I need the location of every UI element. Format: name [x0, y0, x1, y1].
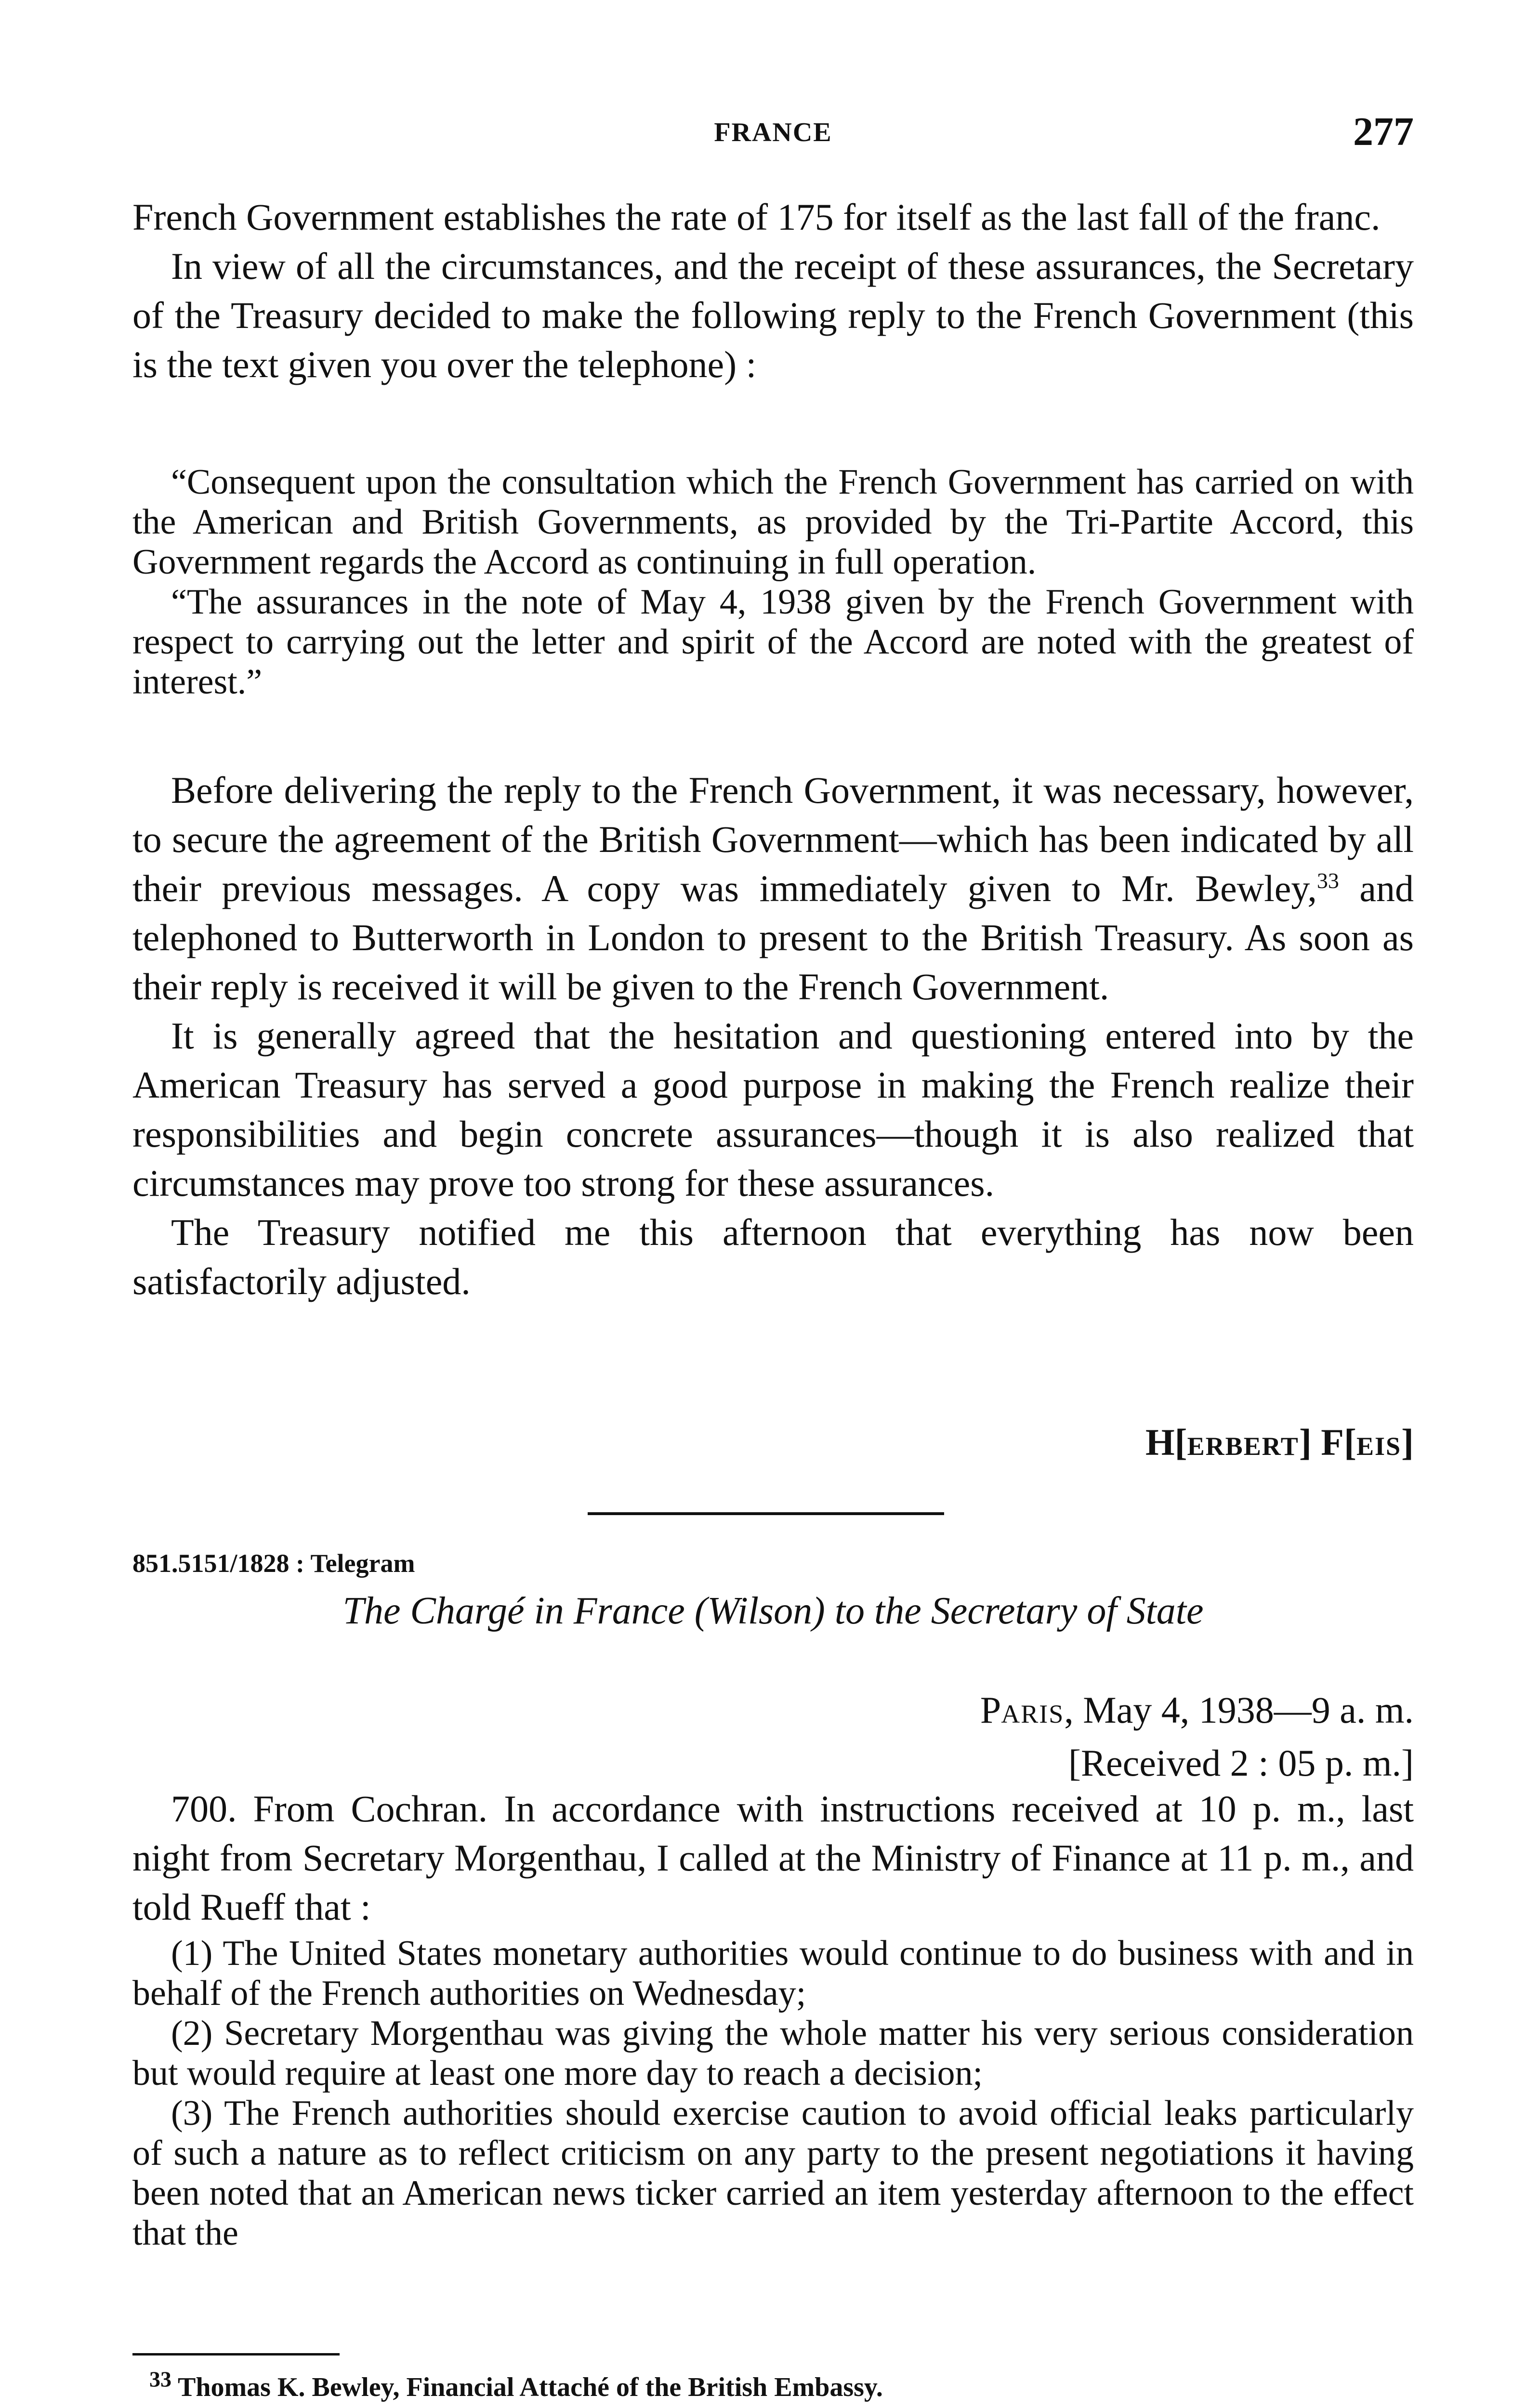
- page-number: 277: [1353, 109, 1414, 154]
- received-time: [Received 2 : 05 p. m.]: [1068, 1742, 1414, 1784]
- paragraph-circumstances: In view of all the circumstances, and the receipt of these assurances, the Secretary of the Treasury decided to make the following reply to the French Government (this is the text given you over the telephone) :: [132, 245, 1414, 385]
- paragraph-text: Before delivering the reply to the French Government, it was necessary, however, to secure the agreement of the British Government—which has been indicated by all their previous messages. A copy was immediately given to Mr. Bewley,: [132, 769, 1414, 909]
- list-item: (1) The United States monetary authorities would continue to do business with and in behalf of the French authorities on Wednesday;: [132, 1934, 1414, 2013]
- quote-paragraph-2: “The assurances in the note of May 4, 1938 given by the French Government with respect to carrying out the letter and spirit of the Accord are noted with the greatest of interest.”: [132, 582, 1414, 702]
- file-reference: 851.5151/1828 : Telegram: [132, 1549, 415, 1578]
- section-divider: [588, 1512, 944, 1515]
- footnote-marker: 33: [149, 2367, 171, 2392]
- body-section-1: [132, 193, 1414, 389]
- list-item: (3) The French authorities should exercise caution to avoid official leaks particularly of such a nature as to reflect criticism on any party to the present negotiations it having been noted that an American news ticker carried an item yesterday afternoon to the effect that the: [132, 2094, 1414, 2253]
- list-item: (2) Secretary Morgenthau was giving the whole matter his very serious consideration but would require at least one more day to reach a decision;: [132, 2014, 1414, 2093]
- running-head: FRANCE: [714, 118, 832, 147]
- page-header: [132, 108, 1414, 161]
- dateline: [836, 1686, 1414, 1788]
- footnote-divider: [132, 2353, 340, 2356]
- footnote-text: Thomas K. Bewley, Financial Attaché of the British Embassy.: [171, 2372, 883, 2402]
- signature-herbert-feis: H[ERBERT] F[EIS]: [1145, 1421, 1414, 1463]
- paragraph-continuation: French Government establishes the rate of 175 for itself as the last fall of the franc.: [132, 196, 1381, 238]
- document-title: The Chargé in France (Wilson) to the Secretary of State: [342, 1590, 1204, 1632]
- place-date: PARIS, May 4, 1938—9 a. m.: [980, 1689, 1414, 1731]
- paragraph-british-agreement: [132, 766, 1414, 1011]
- telegram-paragraph: 700. From Cochran. In accordance with instructions received at 10 p. m., last night from Secretary Morgenthau, I called at the Ministry of Finance at 11 p. m., and told Rueff that :: [132, 1788, 1414, 1928]
- paragraph-text: and telephoned to Butterworth in London to present to the British Treasury. As soon as their reply is received it will be given to the French Government.: [132, 867, 1414, 1008]
- footnote: [149, 2367, 883, 2403]
- footnote-reference: 33: [1316, 868, 1339, 893]
- quote-paragraph-1: “Consequent upon the consultation which the French Government has carried on with the American and British Governments, as provided by the Tri-Partite Accord, this Government regards the Accord as continuing in full operation.: [132, 462, 1414, 582]
- paragraph-treasury-notified: The Treasury notified me this afternoon that everything has now been satisfactorily adjusted.: [132, 1211, 1414, 1302]
- body-section-2: [132, 766, 1414, 1306]
- paragraph-hesitation: It is generally agreed that the hesitation and questioning entered into by the American Treasury has served a good purpose in making the French realize their responsibilities and begin concrete assurances—though it is also realized that circumstances may prove too strong for these assurances.: [132, 1015, 1414, 1204]
- quoted-reply: [132, 462, 1414, 702]
- telegram-items: [132, 1934, 1414, 2253]
- telegram-body: [132, 1784, 1414, 1932]
